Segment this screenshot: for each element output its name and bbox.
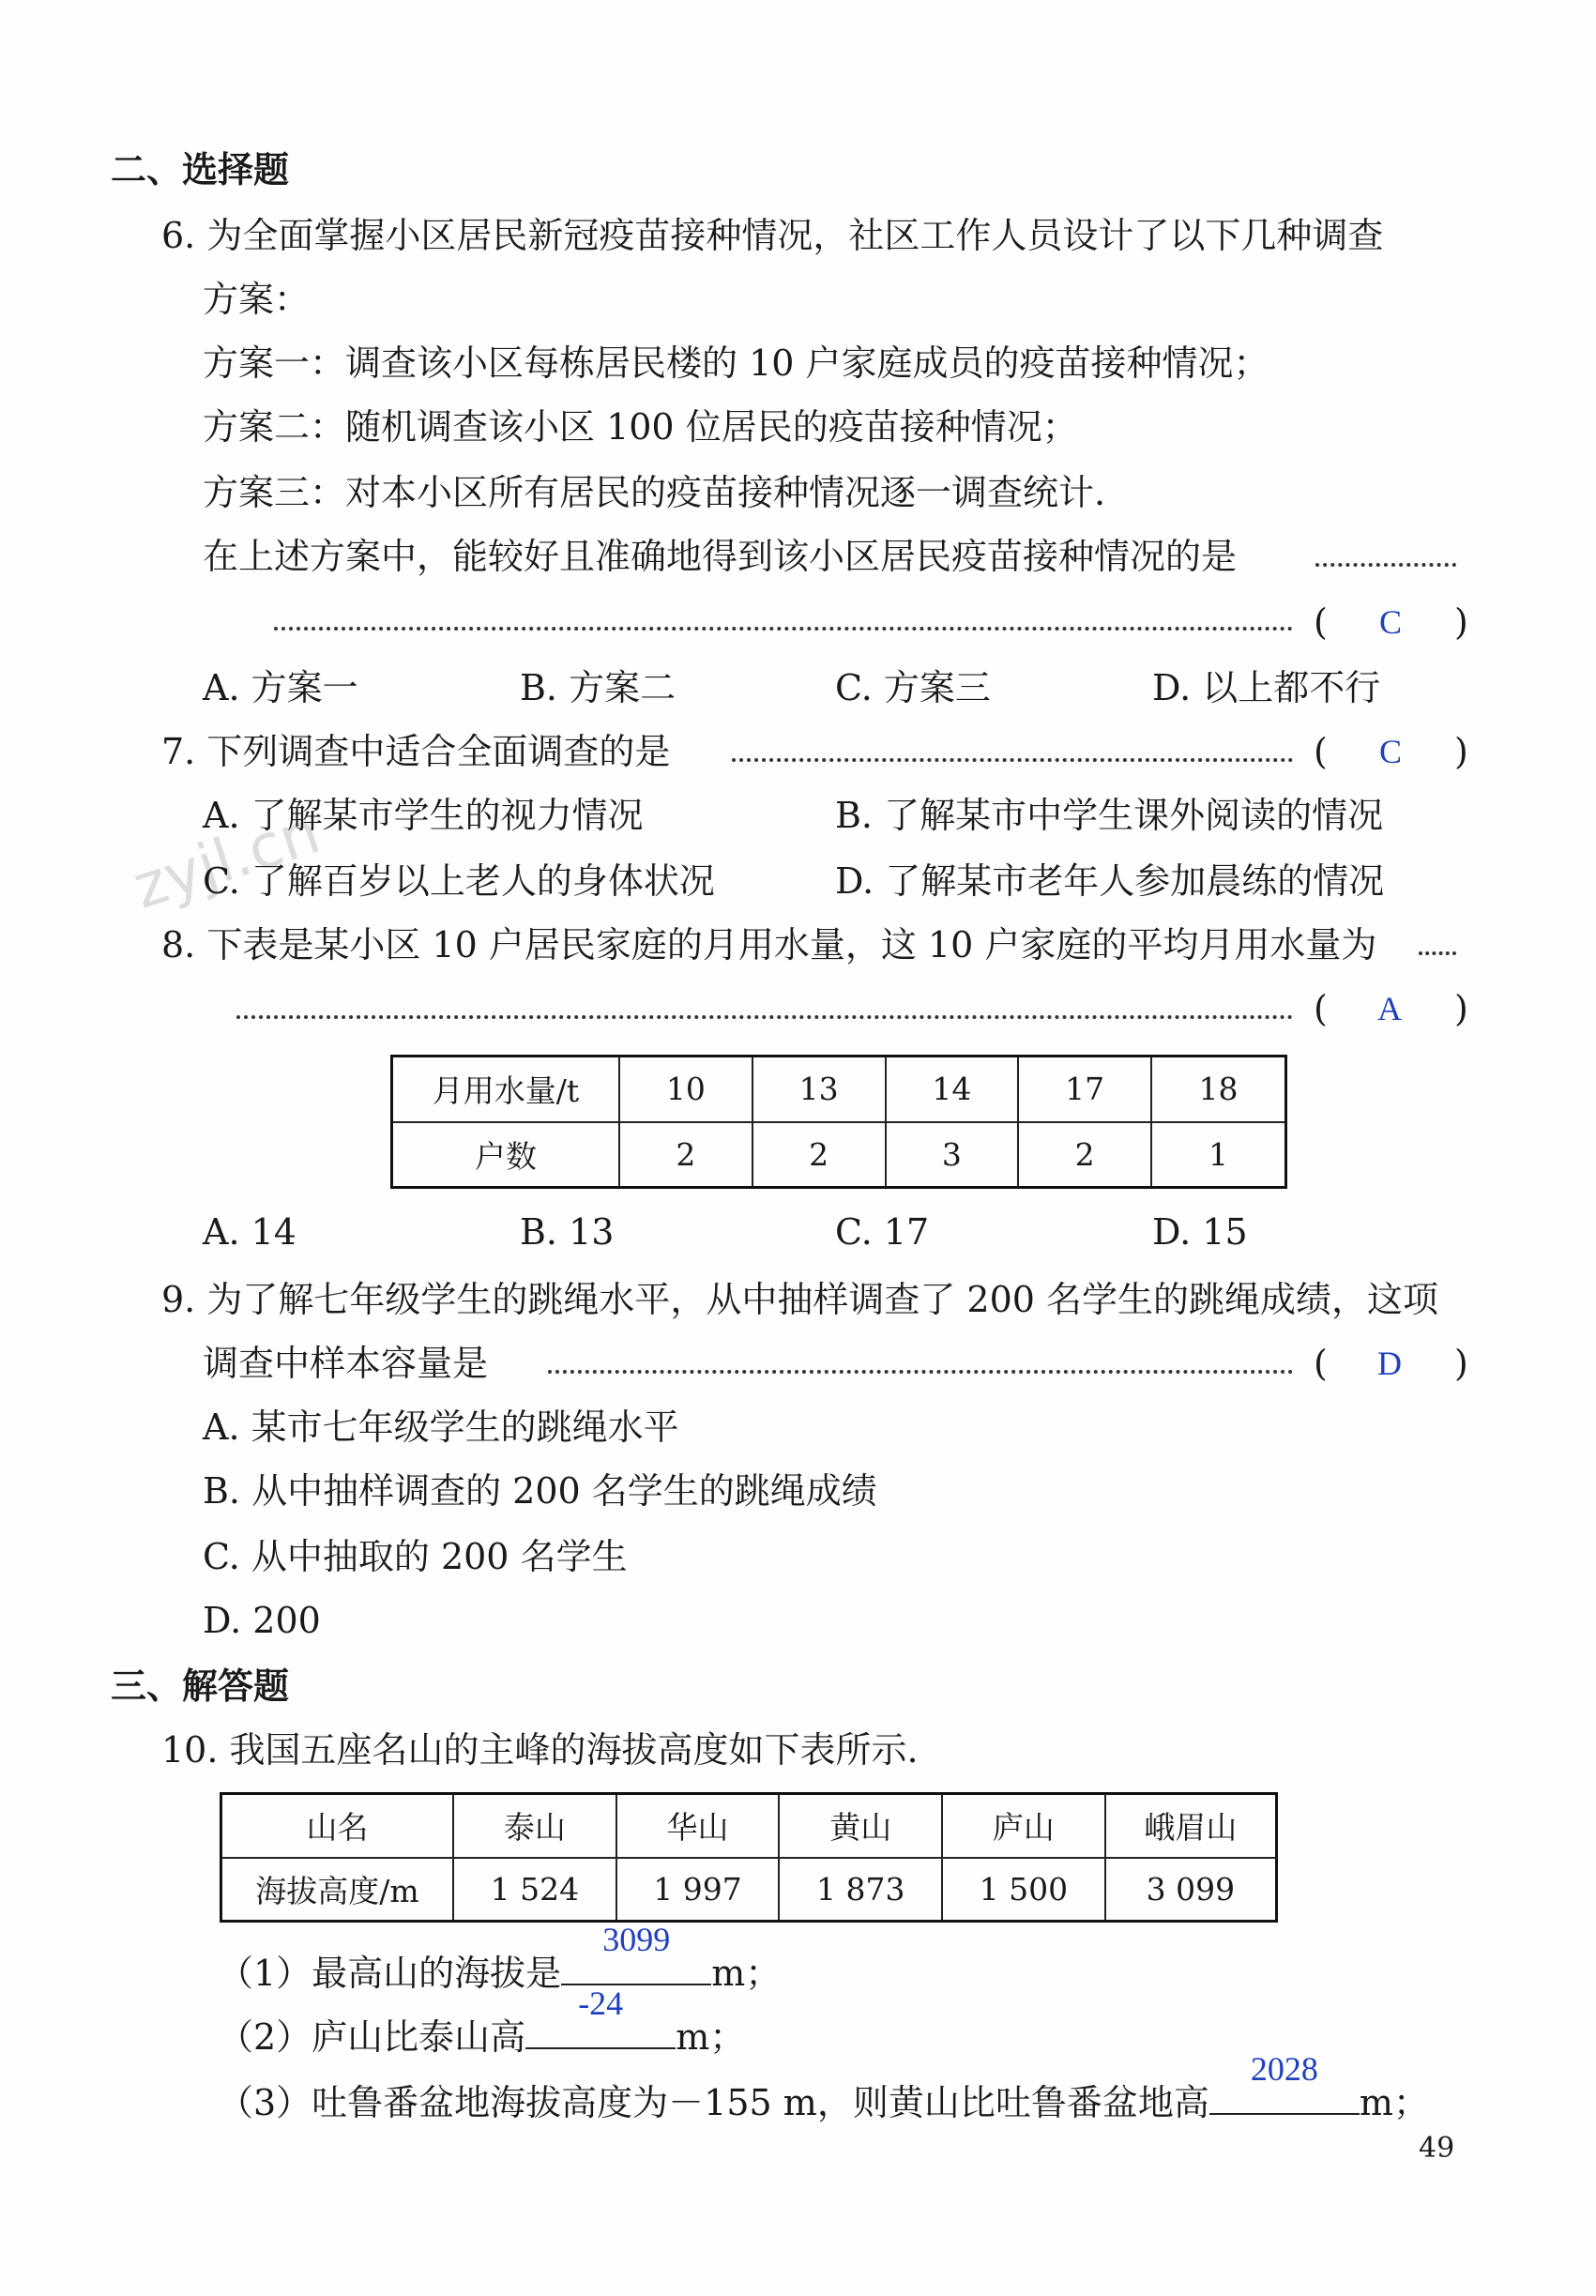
q8-option-c: C. 17 (835, 1211, 930, 1253)
mountain-name-cell: 峨眉山 (1105, 1794, 1277, 1858)
mountain-name-cell: 泰山 (453, 1794, 616, 1858)
q8-answer: A (1377, 990, 1402, 1027)
q6-plan3: 方案三：对本小区所有居民的疫苗接种情况逐一调查统计. (203, 472, 1106, 513)
households-header-cell: 户数 (392, 1122, 620, 1188)
q9-line2: 调查中样本容量是 (203, 1343, 489, 1384)
households-value-cell: 2 (1018, 1122, 1151, 1188)
households-value-cell: 3 (886, 1122, 1019, 1188)
altitude-cell: 1 873 (779, 1858, 942, 1922)
q8-dots-2 (236, 1015, 1293, 1019)
q6-option-a: A. 方案一 (203, 667, 358, 708)
q8-paren-open: ( (1314, 988, 1328, 1029)
households-value-cell: 1 (1151, 1122, 1285, 1188)
water-value-cell: 18 (1151, 1057, 1285, 1122)
mountain-name-cell: 华山 (616, 1794, 780, 1858)
q9-paren-open: ( (1314, 1343, 1328, 1384)
q6-answer: C (1379, 603, 1403, 641)
q6-dots-2 (274, 627, 1293, 631)
q7-paren-open: ( (1314, 731, 1328, 772)
watermark: zyjl.cn (125, 798, 328, 923)
q10-part3-unit: m； (1359, 2082, 1429, 2123)
q10-part3-blank (1209, 2050, 1360, 2115)
q6-dots-1 (1315, 563, 1456, 567)
q6-plan1: 方案一：调查该小区每栋居民楼的 10 户家庭成员的疫苗接种情况； (203, 342, 1269, 384)
q6-line1: 6. 为全面掌握小区居民新冠疫苗接种情况，社区工作人员设计了以下几种调查 (161, 215, 1384, 256)
q9-answer: D (1377, 1345, 1402, 1382)
water-value-cell: 17 (1018, 1057, 1151, 1122)
q9-option-a: A. 某市七年级学生的跳绳水平 (203, 1406, 679, 1448)
q7-option-a: A. 了解某市学生的视力情况 (203, 795, 644, 836)
q7-option-b: B. 了解某市中学生课外阅读的情况 (835, 795, 1384, 836)
q6-option-c: C. 方案三 (835, 667, 991, 708)
q6-paren-open: ( (1314, 601, 1328, 643)
q7-paren-close: ) (1454, 731, 1468, 772)
q6-paren-close: ) (1454, 601, 1468, 643)
q6-option-d: D. 以上都不行 (1152, 667, 1381, 708)
q10-part3-answer: 2028 (1250, 2050, 1318, 2088)
mountain-name-cell: 庐山 (942, 1794, 1105, 1858)
q8-option-d: D. 15 (1152, 1211, 1248, 1253)
q9-dots (548, 1370, 1293, 1374)
water-value-cell: 10 (619, 1057, 752, 1122)
q10-part1-text: （1）最高山的海拔是 (218, 1953, 562, 1994)
q7-stem: 7. 下列调查中适合全面调查的是 (161, 731, 671, 772)
q9-line1: 9. 为了解七年级学生的跳绳水平，从中抽样调查了 200 名学生的跳绳成绩，这项 (161, 1279, 1439, 1320)
altitude-cell: 1 997 (616, 1858, 780, 1922)
q10-part2 (218, 1984, 746, 2062)
q7-option-d: D. 了解某市老年人参加晨练的情况 (835, 860, 1385, 902)
q10-part1-answer: 3099 (602, 1921, 671, 1958)
altitude-cell: 1 500 (942, 1858, 1105, 1922)
households-value-cell: 2 (619, 1122, 752, 1188)
q10-part2-blank (525, 1984, 676, 2049)
mountain-height-table (220, 1792, 1278, 1923)
q8-option-b: B. 13 (520, 1211, 615, 1253)
water-value-cell: 14 (886, 1057, 1019, 1122)
q8-option-a: A. 14 (203, 1211, 296, 1253)
altitude-header: 海拔高度/m (221, 1858, 454, 1922)
q9-option-d: D. 200 (203, 1600, 321, 1641)
q6-ask: 在上述方案中，能较好且准确地得到该小区居民疫苗接种情况的是 (203, 536, 1238, 577)
q6-plan2: 方案二：随机调查该小区 100 位居民的疫苗接种情况； (203, 406, 1078, 448)
q7-option-c: C. 了解百岁以上老人的身体状况 (203, 860, 715, 902)
q8-stem: 8. 下表是某小区 10 户居民家庭的月用水量，这 10 户家庭的平均月用水量为 (161, 924, 1377, 966)
q10-stem: 10. 我国五座名山的主峰的海拔高度如下表所示. (161, 1729, 919, 1771)
water-value-cell: 13 (752, 1057, 886, 1122)
q8-paren-close: ) (1454, 988, 1468, 1029)
q7-answer: C (1379, 733, 1403, 770)
q10-part3 (218, 2050, 1429, 2128)
mountain-name-cell: 黄山 (779, 1794, 942, 1858)
mountain-name-header: 山名 (221, 1794, 454, 1858)
q10-part2-text: （2）庐山比泰山高 (218, 2016, 526, 2058)
section-heading-answer: 三、解答题 (111, 1665, 290, 1707)
q9-option-b: B. 从中抽样调查的 200 名学生的跳绳成绩 (203, 1470, 877, 1512)
q6-line2: 方案： (203, 279, 311, 320)
water-header-cell: 月用水量/t (392, 1057, 620, 1122)
q6-option-b: B. 方案二 (520, 667, 676, 708)
q9-option-c: C. 从中抽取的 200 名学生 (203, 1536, 628, 1577)
q10-part1 (218, 1921, 782, 1999)
q10-part2-unit: m； (676, 2016, 746, 2058)
q10-part1-unit: m； (711, 1953, 782, 1994)
page-number: 49 (1419, 2132, 1455, 2165)
q8-dots-1 (1419, 951, 1456, 955)
q10-part2-answer: -24 (578, 1984, 624, 2022)
section-heading-choice: 二、选择题 (111, 149, 290, 190)
altitude-cell: 3 099 (1105, 1858, 1277, 1922)
households-value-cell: 2 (752, 1122, 886, 1188)
q7-dots (732, 758, 1293, 762)
altitude-cell: 1 524 (453, 1858, 616, 1922)
water-usage-table (390, 1055, 1287, 1189)
q10-part3-text: （3）吐鲁番盆地海拔高度为－155 m，则黄山比吐鲁番盆地高 (218, 2082, 1209, 2123)
q9-paren-close: ) (1454, 1343, 1468, 1384)
